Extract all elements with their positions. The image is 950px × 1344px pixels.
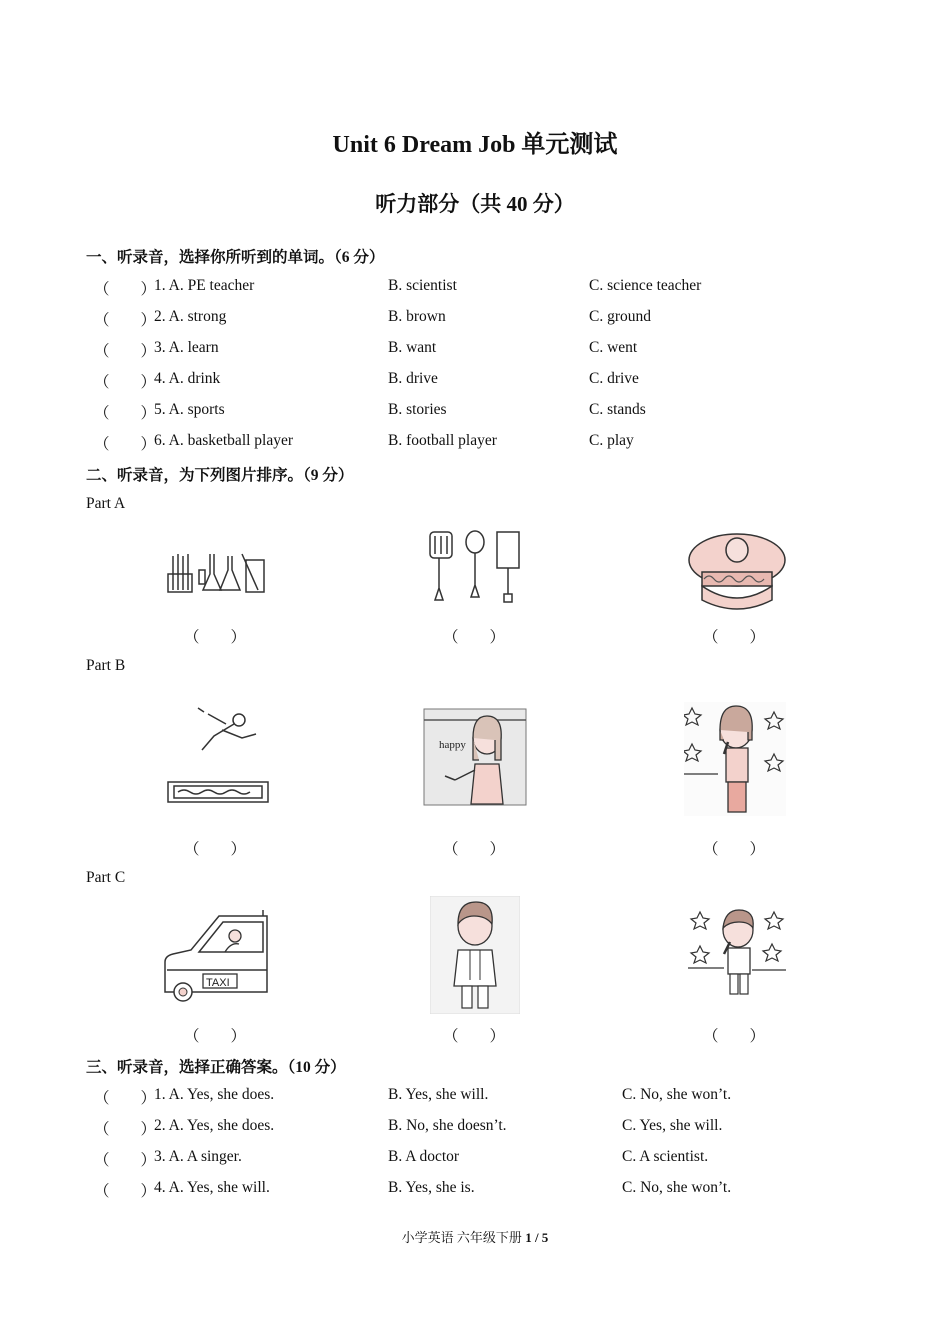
singer-boy-picture: [686, 906, 788, 998]
question-row: [94, 432, 894, 454]
option-a: 3. A. A singer.: [154, 1148, 242, 1165]
option-b: B. Yes, she is.: [388, 1179, 475, 1196]
answer-blank[interactable]: （ ）: [94, 1090, 157, 1107]
answer-blank[interactable]: （ ）: [94, 374, 157, 391]
option-b: B. No, she doesn’t.: [388, 1117, 507, 1134]
option-b: B. A doctor: [388, 1148, 460, 1165]
taxi-sign: TAXI: [206, 977, 230, 989]
question-row: [94, 1117, 894, 1139]
option-c: C. A scientist.: [622, 1148, 709, 1165]
answer-blank[interactable]: （ ）: [94, 281, 157, 298]
teacher-at-board-picture: [423, 708, 527, 806]
part-a-label: Part A: [86, 495, 126, 512]
option-a: 1. A. PE teacher: [154, 277, 255, 294]
option-b: B. Yes, she will.: [388, 1086, 489, 1103]
section3-heading: 三、听录音，选择正确答案。（10 分）: [86, 1059, 346, 1076]
option-c: C. play: [589, 432, 634, 449]
option-c: C. science teacher: [589, 277, 702, 294]
question-row: [94, 308, 894, 330]
option-b: B. football player: [388, 432, 497, 449]
option-c: C. drive: [589, 370, 639, 387]
answer-blank[interactable]: （ ）: [94, 405, 157, 422]
option-a: 2. A. Yes, she does.: [154, 1117, 275, 1134]
footer-text: 小学英语 六年级下册: [401, 1230, 526, 1245]
section-subtitle: 听力部分（共 40 分）: [375, 192, 575, 216]
answer-blank[interactable]: （ ）: [94, 1121, 157, 1138]
answer-blank[interactable]: （ ）: [184, 841, 247, 858]
question-row: [94, 1148, 894, 1170]
option-a: 6. A. basketball player: [154, 432, 294, 449]
page-number: 1 / 5: [525, 1230, 549, 1245]
option-b: B. scientist: [388, 277, 457, 294]
option-c: C. Yes, she will.: [622, 1117, 723, 1134]
option-c: C. No, she won’t.: [622, 1179, 732, 1196]
option-a: 5. A. sports: [154, 401, 225, 418]
section1-heading: 一、听录音，选择你所听到的单词。（6 分）: [86, 249, 385, 266]
board-word: happy: [439, 739, 466, 751]
option-b: B. want: [388, 339, 437, 356]
option-c: C. ground: [589, 308, 651, 325]
section2-heading: 二、听录音，为下列图片排序。（9 分）: [86, 467, 354, 484]
answer-blank[interactable]: （ ）: [184, 629, 247, 646]
doctor-boy-picture: [430, 896, 520, 1014]
answer-blank[interactable]: （ ）: [184, 1028, 247, 1045]
kitchen-utensils-picture: [425, 528, 525, 608]
option-b: B. stories: [388, 401, 447, 418]
answer-blank[interactable]: （ ）: [703, 841, 766, 858]
page-footer: [0, 1227, 950, 1246]
question-row: [94, 370, 894, 392]
option-b: B. brown: [388, 308, 446, 325]
question-row: [94, 401, 894, 423]
answer-blank[interactable]: （ ）: [443, 629, 506, 646]
option-a: 2. A. strong: [154, 308, 227, 325]
answer-blank[interactable]: （ ）: [94, 343, 157, 360]
answer-blank[interactable]: （ ）: [94, 312, 157, 329]
answer-blank[interactable]: （ ）: [703, 1028, 766, 1045]
question-row: [94, 1179, 894, 1201]
option-c: C. went: [589, 339, 638, 356]
part-c-label: Part C: [86, 869, 126, 886]
answer-blank[interactable]: （ ）: [94, 436, 157, 453]
answer-blank[interactable]: （ ）: [94, 1183, 157, 1200]
lab-equipment-picture: [166, 550, 270, 596]
taxi-driver-picture: [163, 908, 271, 1004]
question-row: [94, 339, 894, 361]
page-title: Unit 6 Dream Job 单元测试: [332, 132, 618, 158]
part-b-label: Part B: [86, 657, 126, 674]
answer-blank[interactable]: （ ）: [443, 1028, 506, 1045]
option-a: 4. A. Yes, she will.: [154, 1179, 270, 1196]
option-c: C. stands: [589, 401, 646, 418]
answer-blank[interactable]: （ ）: [703, 629, 766, 646]
option-a: 3. A. learn: [154, 339, 219, 356]
question-row: [94, 1086, 894, 1108]
singer-girl-picture: [684, 702, 786, 816]
option-c: C. No, she won’t.: [622, 1086, 732, 1103]
police-cap-picture: [686, 528, 788, 614]
option-a: 4. A. drink: [154, 370, 221, 387]
swimmer-diving-picture: [164, 702, 270, 806]
answer-blank[interactable]: （ ）: [94, 1152, 157, 1169]
option-b: B. drive: [388, 370, 438, 387]
answer-blank[interactable]: （ ）: [443, 841, 506, 858]
question-row: [94, 277, 894, 299]
option-a: 1. A. Yes, she does.: [154, 1086, 275, 1103]
